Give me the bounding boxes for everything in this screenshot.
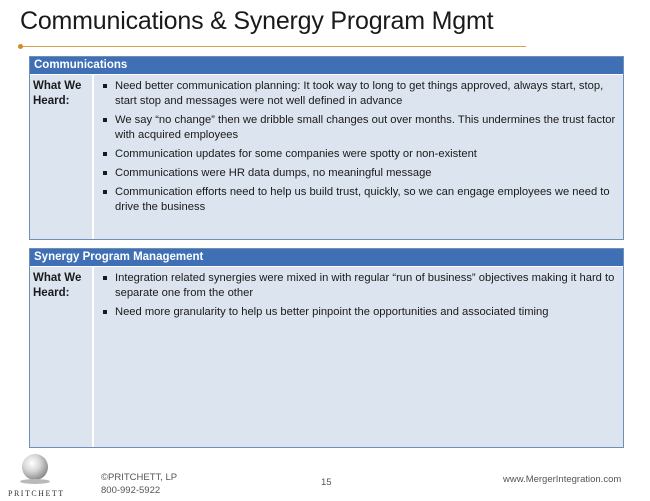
label-line: Heard: bbox=[33, 95, 70, 107]
communications-header: Communications bbox=[30, 57, 623, 75]
bullet-item: Communications were HR data dumps, no meaningful message bbox=[102, 166, 617, 181]
copyright-text: ©PRITCHETT, LP bbox=[101, 472, 178, 483]
bullet-item: Communication efforts need to help us build trust, quickly, so we can engage employees we need to drive the business bbox=[102, 185, 617, 215]
label-line: Heard: bbox=[33, 287, 70, 299]
synergy-panel bbox=[29, 248, 624, 448]
bullet-item: Integration related synergies were mixed in with regular “run of business” objectives making it hard to separate one from the other bbox=[102, 271, 617, 301]
logo-text: PRITCHETT bbox=[8, 489, 65, 498]
bullet-item: Need more granularity to help us better pinpoint the opportunities and associated timing bbox=[102, 305, 617, 320]
title-underline bbox=[20, 46, 526, 47]
synergy-header: Synergy Program Management bbox=[30, 249, 623, 267]
synergy-content bbox=[94, 267, 623, 447]
bullet-item: Need better communication planning: It took way to long to get things approved, always start, stop, start stop and messages were not well defined in advance bbox=[102, 79, 617, 109]
slide-title: Communications & Synergy Program Mgmt bbox=[20, 7, 494, 35]
communications-bullet-list bbox=[102, 79, 617, 215]
footer-copyright bbox=[101, 471, 177, 497]
logo-sphere-icon bbox=[22, 454, 48, 480]
communications-content bbox=[94, 75, 623, 239]
bullet-item: We say “no change” then we dribble small changes out over months. This undermines the trust factor with acquired employees bbox=[102, 113, 617, 143]
page-number: 15 bbox=[321, 477, 332, 488]
communications-panel bbox=[29, 56, 624, 240]
label-line: What We bbox=[33, 272, 82, 284]
synergy-label bbox=[30, 267, 94, 447]
communications-label bbox=[30, 75, 94, 239]
label-line: What We bbox=[33, 80, 82, 92]
footer-website: www.MergerIntegration.com bbox=[503, 474, 622, 485]
pritchett-logo bbox=[8, 452, 63, 500]
synergy-bullet-list bbox=[102, 271, 617, 320]
bullet-item: Communication updates for some companies were spotty or non-existent bbox=[102, 147, 617, 162]
phone-number: 800-992-5922 bbox=[101, 485, 161, 496]
